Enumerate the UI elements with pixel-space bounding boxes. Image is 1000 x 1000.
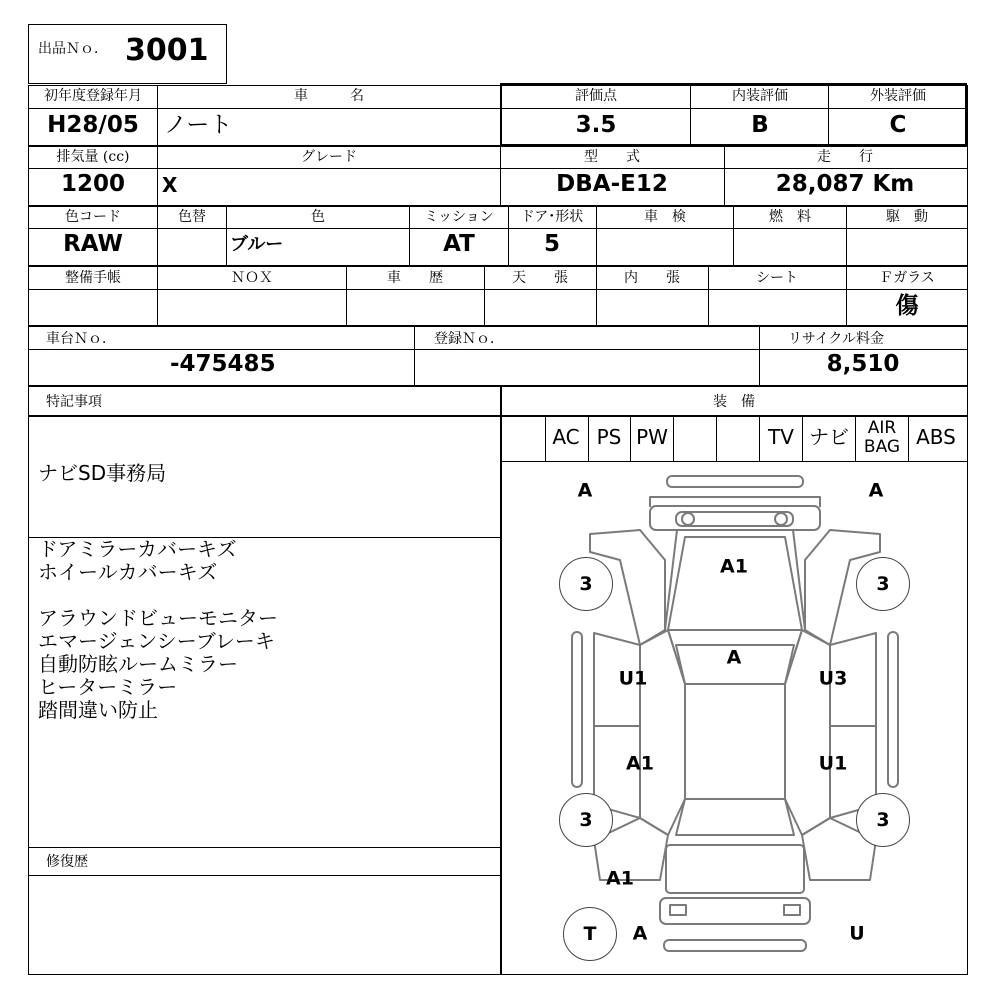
- registration-label: 登録Ｎｏ．: [434, 331, 504, 347]
- rule: [588, 415, 589, 461]
- damage-right-rear-door: U1: [818, 752, 848, 775]
- f-glass-label: Ｆガラス: [879, 270, 935, 286]
- damage-hood: A1: [720, 555, 748, 578]
- rule: [500, 145, 501, 205]
- mission-value: AT: [443, 231, 475, 257]
- remarks-line: ナビSD事務局: [38, 461, 167, 485]
- fuel-label: 燃 料: [769, 209, 811, 225]
- equipment-airbag: AIR BAG: [863, 418, 901, 457]
- rule: [414, 325, 415, 385]
- rule: [28, 415, 968, 417]
- rule: [28, 289, 968, 290]
- equipment-pw: PW: [636, 425, 668, 449]
- rule: [28, 168, 968, 169]
- rule: [28, 875, 502, 876]
- equipment-tv: TV: [768, 425, 794, 449]
- rule: [226, 205, 227, 265]
- rule: [855, 415, 856, 461]
- score-value: 3.5: [575, 112, 617, 138]
- rule: [28, 349, 968, 350]
- rule: [28, 847, 502, 848]
- rule: [28, 385, 968, 387]
- wheel-front-left: 3: [559, 557, 613, 611]
- maintenance-label: 整備手帳: [65, 270, 121, 286]
- displacement-value: 1200: [60, 171, 126, 197]
- chassis-value: -475485: [170, 351, 276, 377]
- equipment-abs: ABS: [916, 425, 956, 449]
- grade-value: X: [162, 173, 178, 197]
- spare-tire: T: [563, 907, 617, 961]
- wheel-rear-right: 3: [856, 793, 910, 847]
- interior-grade-value: B: [751, 112, 769, 138]
- remarks-block: ドアミラーカバーキズ ホイールカバーキズ アラウンドビューモニター エマージェンシーブレーキ 自動防眩ルームミラー ヒーターミラー 踏間違い防止: [38, 537, 278, 722]
- model-label: 型 式: [584, 149, 640, 165]
- color-code-label: 色コード: [65, 209, 121, 225]
- lot-label: 出品Ｎｏ．: [38, 41, 108, 57]
- nox-label: ＮＯＸ: [231, 270, 273, 286]
- damage-left-rear-door: A1: [626, 752, 654, 775]
- rule: [673, 415, 674, 461]
- car-diagram: [502, 462, 968, 975]
- displacement-label: 排気量 (cc): [56, 149, 130, 165]
- remarks-label: 特記事項: [46, 394, 102, 410]
- seat-label: シート: [756, 270, 798, 286]
- equipment-label: 装 備: [713, 394, 755, 410]
- grade-label: グレード: [301, 149, 357, 165]
- damage-right-front-door: U3: [818, 667, 848, 690]
- year-label: 初年度登録年月: [44, 88, 142, 104]
- rule: [157, 265, 158, 325]
- rule: [759, 415, 760, 461]
- damage-roof: A: [726, 646, 742, 669]
- rule: [759, 325, 760, 385]
- rule: [596, 265, 597, 325]
- door-label: ドア･形状: [520, 209, 584, 225]
- model-value: DBA-E12: [556, 171, 668, 197]
- interior-trim-label: 内 張: [624, 270, 680, 286]
- rule: [846, 205, 847, 265]
- equipment-ps: PS: [596, 425, 622, 449]
- damage-front-right: A: [868, 479, 884, 502]
- rule: [708, 265, 709, 325]
- ceiling-label: 天 張: [512, 270, 568, 286]
- repair-label: 修復歴: [46, 854, 88, 870]
- exterior-grade-value: C: [889, 112, 907, 138]
- color-change-label: 色替: [178, 209, 206, 225]
- year-value: H28/05: [47, 112, 139, 138]
- rule: [630, 415, 631, 461]
- door-value: 5: [543, 231, 561, 257]
- rule: [724, 145, 725, 205]
- rule: [28, 325, 968, 327]
- rule: [157, 145, 158, 205]
- chassis-label: 車台Ｎｏ．: [46, 331, 116, 347]
- rule: [157, 205, 158, 265]
- interior-grade-label: 内装評価: [732, 88, 788, 104]
- rule: [716, 415, 717, 461]
- score-label: 評価点: [575, 88, 617, 104]
- rule: [484, 265, 485, 325]
- rule: [733, 205, 734, 265]
- damage-front-left: A: [577, 479, 593, 502]
- rule: [846, 265, 847, 325]
- history-label: 車 歴: [387, 270, 443, 286]
- rule: [409, 205, 410, 265]
- damage-left-front-door: U1: [618, 667, 648, 690]
- rule: [545, 415, 546, 461]
- rule: [28, 265, 968, 267]
- rule: [802, 415, 803, 461]
- rule: [157, 85, 158, 145]
- exterior-grade-label: 外装評価: [870, 88, 926, 104]
- color-label: 色: [311, 209, 325, 225]
- rule: [28, 205, 968, 207]
- rule: [508, 205, 509, 265]
- f-glass-value: 傷: [895, 292, 919, 319]
- lot-number: 3001: [125, 33, 209, 68]
- wheel-front-right: 3: [856, 557, 910, 611]
- car-name-value: ノート: [164, 112, 233, 138]
- rule: [908, 415, 909, 461]
- recycle-value: 8,510: [826, 351, 900, 377]
- mission-label: ミッション: [424, 209, 494, 225]
- mileage-value: 28,087 Km: [775, 171, 915, 197]
- rule: [596, 205, 597, 265]
- equipment-navi: ナビ: [809, 425, 849, 449]
- damage-trunk: A1: [606, 867, 634, 890]
- equipment-ac: AC: [552, 425, 580, 449]
- recycle-label: リサイクル料金: [787, 331, 885, 347]
- damage-rear-bumper-right: U: [849, 922, 865, 945]
- inspection-label: 車 検: [644, 209, 686, 225]
- damage-rear-bumper-left: A: [632, 922, 648, 945]
- drive-label: 駆 動: [886, 209, 928, 225]
- color-value: ブルー: [230, 234, 284, 255]
- wheel-rear-left: 3: [559, 793, 613, 847]
- rule: [346, 265, 347, 325]
- color-code-value: RAW: [63, 231, 123, 257]
- rule: [28, 228, 968, 229]
- car-name-label: 車 名: [294, 88, 364, 104]
- mileage-label: 走 行: [817, 149, 873, 165]
